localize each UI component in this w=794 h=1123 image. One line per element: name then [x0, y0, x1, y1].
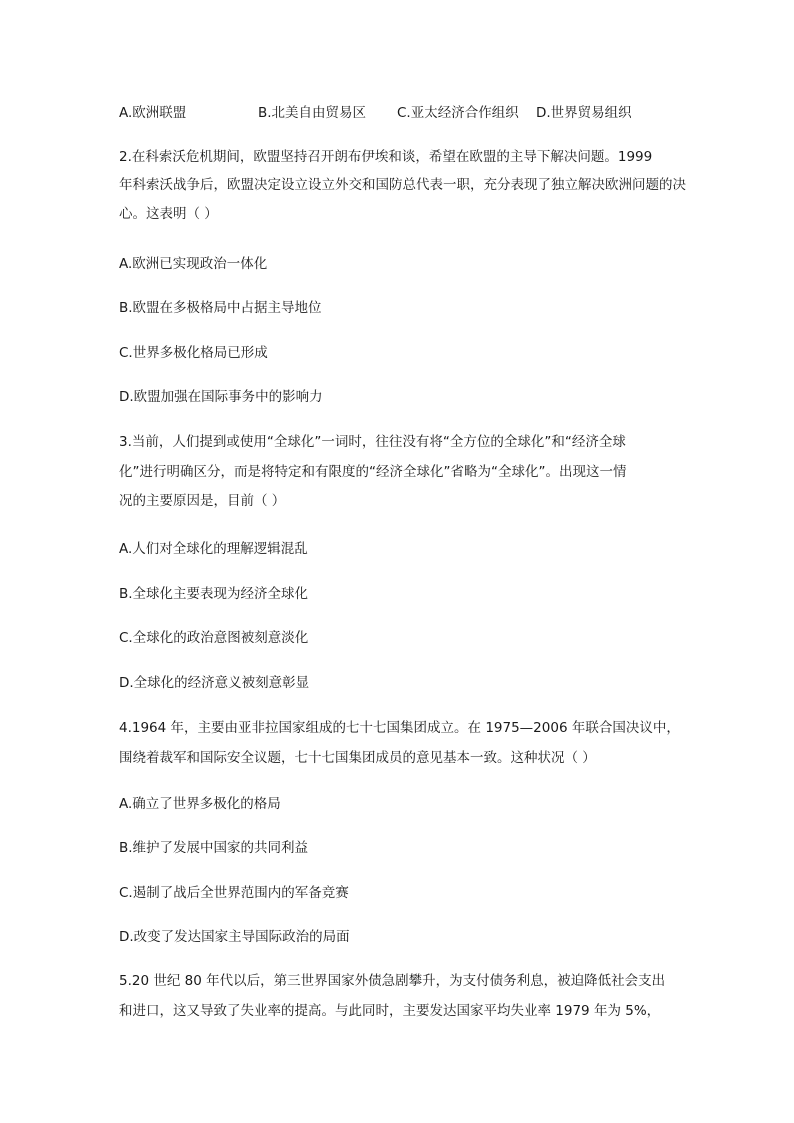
q2-stem-line-1: 2.在科索沃危机期间，欧盟坚持召开朗布伊埃和谈，希望在欧盟的主导下解决问题。1999: [119, 149, 653, 165]
q4-option-b: B.维护了发展中国家的共同利益: [119, 840, 309, 856]
q2-option-d: D.欧盟加强在国际事务中的影响力: [119, 389, 323, 405]
q2-option-a: A.欧洲已实现政治一体化: [119, 256, 268, 272]
q2-option-b: B.欧盟在多极格局中占据主导地位: [119, 300, 322, 316]
q4-stem-line-2: 围绕着裁军和国际安全议题，七十七国集团成员的意见基本一致。这种状况（ ）: [119, 750, 596, 766]
q3-stem-line-3: 况的主要原因是，目前（ ）: [119, 493, 286, 509]
q3-option-b: B.全球化主要表现为经济全球化: [119, 586, 309, 602]
q3-option-a: A.人们对全球化的理解逻辑混乱: [119, 541, 308, 557]
q1-option-c: C.亚太经济合作组织: [397, 105, 519, 121]
q4-option-c: C.遏制了战后全世界范围内的军备竞赛: [119, 885, 349, 901]
q3-stem-line-2: 化”进行明确区分，而是将特定和有限度的“经济全球化”省略为“全球化”。出现这一情: [119, 464, 627, 480]
q5-stem-line-2: 和进口，这又导致了失业率的提高。与此同时，主要发达国家平均失业率 1979 年为 5%，: [119, 1003, 661, 1019]
q2-stem-line-2: 年科索沃战争后，欧盟决定设立设立外交和国防总代表一职，充分表现了独立解决欧洲问题的决: [119, 177, 686, 193]
q3-option-c: C.全球化的政治意图被刻意淡化: [119, 630, 309, 646]
q2-stem-line-3: 心。这表明（ ）: [119, 206, 218, 222]
q5-stem-line-1: 5.20 世纪 80 年代以后，第三世界国家外债急剧攀升，为支付债务利息，被迫降低社会支出: [119, 973, 666, 989]
q3-stem-line-1: 3.当前，人们提到或使用“全球化”一词时，往往没有将“全方位的全球化”和“经济全球: [119, 434, 626, 450]
q2-option-c: C.世界多极化格局已形成: [119, 345, 268, 361]
q1-option-d: D.世界贸易组织: [536, 105, 632, 121]
q4-stem-line-1: 4.1964 年，主要由亚非拉国家组成的七十七国集团成立。在 1975—2006 年联合国决议中，: [119, 720, 680, 736]
q3-option-d: D.全球化的经济意义被刻意彰显: [119, 675, 310, 691]
q1-option-a: A.欧洲联盟: [119, 105, 187, 121]
q1-option-b: B.北美自由贸易区: [258, 105, 367, 121]
q4-option-a: A.确立了世界多极化的格局: [119, 796, 281, 812]
q4-option-d: D.改变了发达国家主导国际政治的局面: [119, 929, 350, 945]
